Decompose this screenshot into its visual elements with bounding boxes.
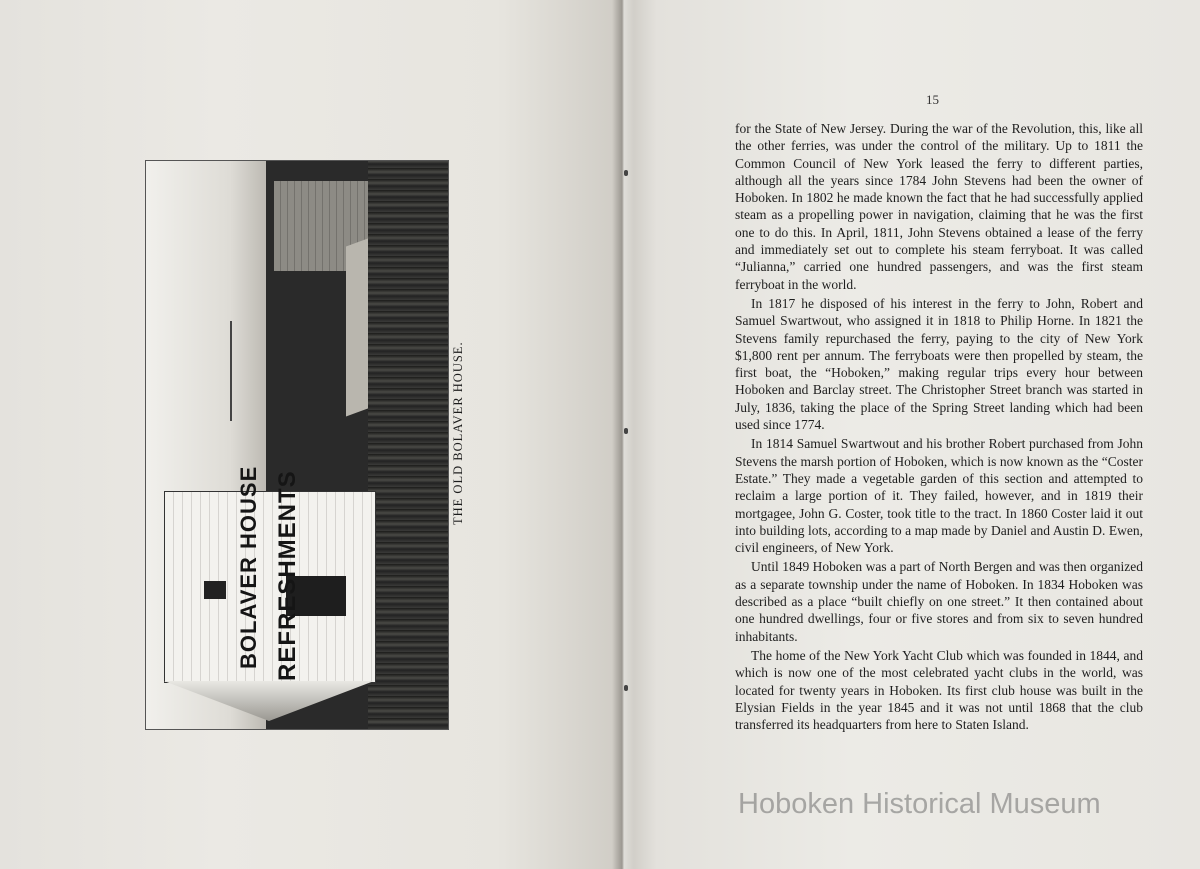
book-gutter xyxy=(612,0,634,869)
photo-pole xyxy=(230,321,232,421)
paragraph: In 1817 he disposed of his interest in the ferry to John, Robert and Samuel Swartwout, who assigned it in 1818 to Philip Horne. In 1821 the Stevens family repurchased the ferry, paying to the city of New York $1,800 rent per annum. The ferryboats were then propelled by steam, the first boat, the “Hoboken,” making regular trips every hour between Hoboken and Barclay street. The Christopher Street branch was started in July, 1836, taking the place of the Spring Street landing which had been used since 1774. xyxy=(735,295,1143,433)
paragraph: Until 1849 Hoboken was a part of North Bergen and was then organized as a separate township under the name of Hoboken. In 1834 Hoboken was described as a place “built chiefly on one street.” It then contained about one hundred dwellings, four or five stores and from six to seven hundred inhabitants. xyxy=(735,559,1143,644)
binding-stitch xyxy=(624,428,628,434)
page-number: 15 xyxy=(926,92,939,107)
paragraph: for the State of New Jersey. During the war of the Revolution, this, like all the other ferries, was under the control of the military. Up to 1811 the Common Council of New York leased the ferry to different parties, although all the years since 1784 John Stevens had been the owner of Hoboken. In 1802 he made known the fact that he had successfully applied steam as a propelling power in navigation, claiming that he was the first one to do this. In April, 1811, John Stevens obtained a lease of the ferry and immediately set out to complete his steam ferryboat. It was called “Julianna,” carried one hundred passengers, and was the first steam ferryboat in the world. xyxy=(735,121,1143,292)
photo-ground xyxy=(368,161,448,729)
photo-sign-lower: REFRESHMENTS xyxy=(274,470,301,681)
binding-stitch xyxy=(624,685,628,691)
photo-caption: THE OLD BOLAVER HOUSE. xyxy=(451,341,465,525)
photo-sign-upper: BOLAVER HOUSE xyxy=(236,465,261,669)
paragraph: In 1814 Samuel Swartwout and his brother Robert purchased from John Stevens the marsh portion of Hoboken, which is now known as the “Coster Estate.” They made a vegetable garden of this section and attempted to reclaim a large portion of it. They failed, however, and in 1819 their mortgagee, John G. Coster, took title to the tract. In 1860 Coster laid it out into building lots, according to a map made by Daniel and Austin D. Ewen, civil engineers, of New York. xyxy=(735,436,1143,556)
body-text xyxy=(735,120,1143,735)
photo-window xyxy=(204,581,226,599)
binding-stitch xyxy=(624,170,628,176)
photo-plate xyxy=(145,160,449,730)
paragraph: The home of the New York Yacht Club which was founded in 1844, and which is now one of the most celebrated yacht clubs in the world, was located for twenty years in Hoboken. Its first club house was built in the Elysian Fields in the year 1845 and it was not until 1868 that the club transferred its headquarters from here to Staten Island. xyxy=(735,647,1143,733)
museum-watermark: Hoboken Historical Museum xyxy=(738,788,1101,820)
